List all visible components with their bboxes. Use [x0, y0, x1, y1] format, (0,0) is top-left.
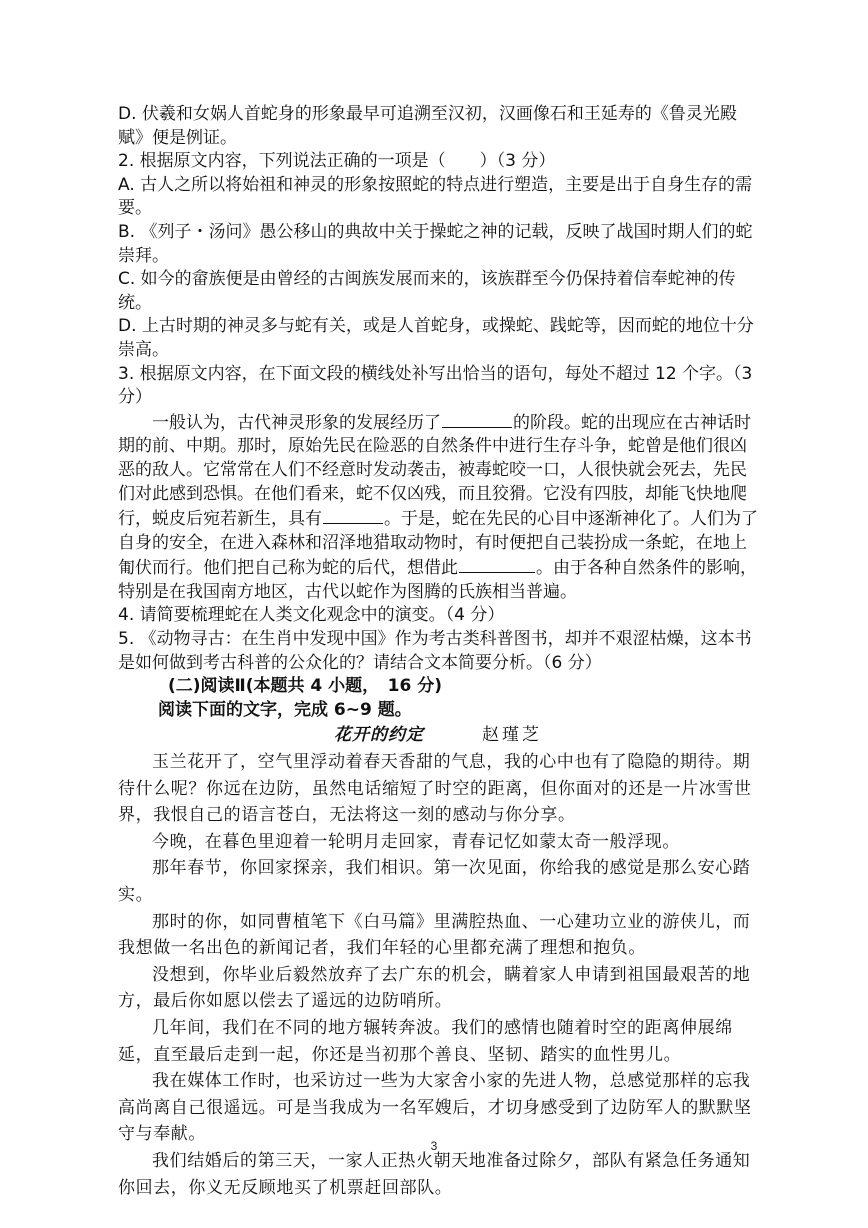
page-body [118, 103, 758, 1201]
passage-text: 一般认为，古代神灵形象的发展经历了 [152, 412, 441, 433]
fill-blank-2 [323, 506, 383, 524]
question-3-passage [118, 410, 758, 605]
story-author: 赵瑾芝 [482, 725, 542, 746]
question-2-option-a: A. 古人之所以将始祖和神灵的形象按照蛇的特点进行塑造，主要是出于自身生存的需要。 [118, 174, 753, 219]
page-number: 3 [430, 1139, 438, 1153]
passage-text: 。于是，蛇在先民的心目中逐渐神化了。人们为了自身的安全，在进入森林和沼泽地猎取动物时，有时便把自己装扮成一条蛇，在地上匍伏而行。他们把自己称为蛇的后代，想借此 [118, 509, 758, 579]
story-paragraph: 我们结婚后的第三天，一家人正热火朝天地准备过除夕，部队有紧急任务通知你回去，你义无反顾地买了机票赶回部队。 [118, 1150, 751, 1198]
passage-text: 的阶段。蛇的出现应在古神话时期的前、中期。那时，原始先民在险恶的自然条件中进行生存斗争，蛇曾是他们很凶恶的敌人。它常常在人们不经意时发动袭击，被毒蛇咬一口，人很快就会死去，先民们对此感到恐惧。在他们看来，蛇不仅凶残，而且狡猾。它没有四肢，却能飞快地爬行，蜕皮后宛若新生，具有 [118, 412, 751, 530]
question-2-stem: 2. 根据原文内容，下列说法正确的一项是（ ）（3 分） [118, 151, 556, 172]
story-paragraph: 没想到，你毕业后毅然放弃了去广东的机会，瞒着家人申请到祖国最艰苦的地方，最后你如愿以偿去了遥远的边防哨所。 [118, 964, 751, 1012]
story-paragraph: 几年间，我们在不同的地方辗转奔波。我们的感情也随着时空的距离伸展绵延，直至最后走到一起，你还是当初那个善良、坚韧、踏实的血性男儿。 [118, 1017, 733, 1065]
section-heading: (二)阅读Ⅱ(本题共 4 小题， 16 分) [168, 676, 443, 697]
story-paragraph: 那时的你，如同曹植笔下《白马篇》里满腔热血、一心建功立业的游侠儿，而我想做一名出色的新闻记者，我们年轻的心里都充满了理想和抱负。 [118, 911, 751, 959]
story-body [118, 749, 758, 1201]
question-1-option-d: D. 伏羲和女娲人首蛇身的形象最早可追溯至汉初，汉画像石和王延寿的《鲁灵光殿赋》便是例证。 [118, 104, 737, 148]
question-2-option-c: C. 如今的畲族便是由曾经的古闽族发展而来的，该族群至今仍保持着信奉蛇神的传统。 [118, 269, 736, 313]
fill-blank-1 [442, 410, 512, 428]
question-2-option-d: D. 上古时期的神灵多与蛇有关，或是人首蛇身，或操蛇、践蛇等，因而蛇的地位十分崇高。 [118, 316, 754, 360]
story-paragraph: 玉兰花开了，空气里浮动着春天香甜的气息，我的心中也有了隐隐的期待。期待什么呢？你远在边防，虽然电话缩短了时空的距离，但你面对的还是一片冰雪世界，我恨自己的语言苍白，无法将这一刻的感动与你分享。 [118, 752, 752, 826]
question-3-stem: 3. 根据原文内容，在下面文段的横线处补写出恰当的语句，每处不超过 12 个字。（3 分） [118, 363, 753, 408]
fill-blank-3 [459, 555, 535, 573]
story-heading [118, 724, 758, 748]
question-5: 5. 《动物寻古：在生肖中发现中国》作为考古类科普图书，却并不艰涩枯燥，这本书是如何做到考古科普的公众化的？请结合文本简要分析。（6 分） [118, 629, 752, 673]
reading-instruction: 阅读下面的文字，完成 6~9 题。 [158, 699, 412, 720]
question-4: 4. 请简要梳理蛇在人类文化观念中的演变。（4 分） [118, 605, 505, 626]
question-2-option-b: B. 《列子・汤问》愚公移山的典故中关于操蛇之神的记载，反映了战国时期人们的蛇崇拜。 [118, 221, 753, 266]
story-paragraph: 我在媒体工作时，也采访过一些为大家舍小家的先进人物，总感觉那样的忘我高尚离自己很遥远。可是当我成为一名军嫂后，才切身感受到了边防军人的默默坚守与奉献。 [118, 1071, 752, 1145]
story-title: 花开的约定 [334, 725, 424, 746]
story-paragraph: 那年春节，你回家探亲，我们相识。第一次见面，你给我的感觉是那么安心踏实。 [118, 858, 751, 905]
passage-text: 。由于各种自然条件的影响，特别是在我国南方地区，古代以蛇作为图腾的氏族相当普遍。 [118, 558, 757, 602]
story-paragraph: 今晚，在暮色里迎着一轮明月走回家，青春记忆如蒙太奇一般浮现。 [152, 831, 680, 852]
